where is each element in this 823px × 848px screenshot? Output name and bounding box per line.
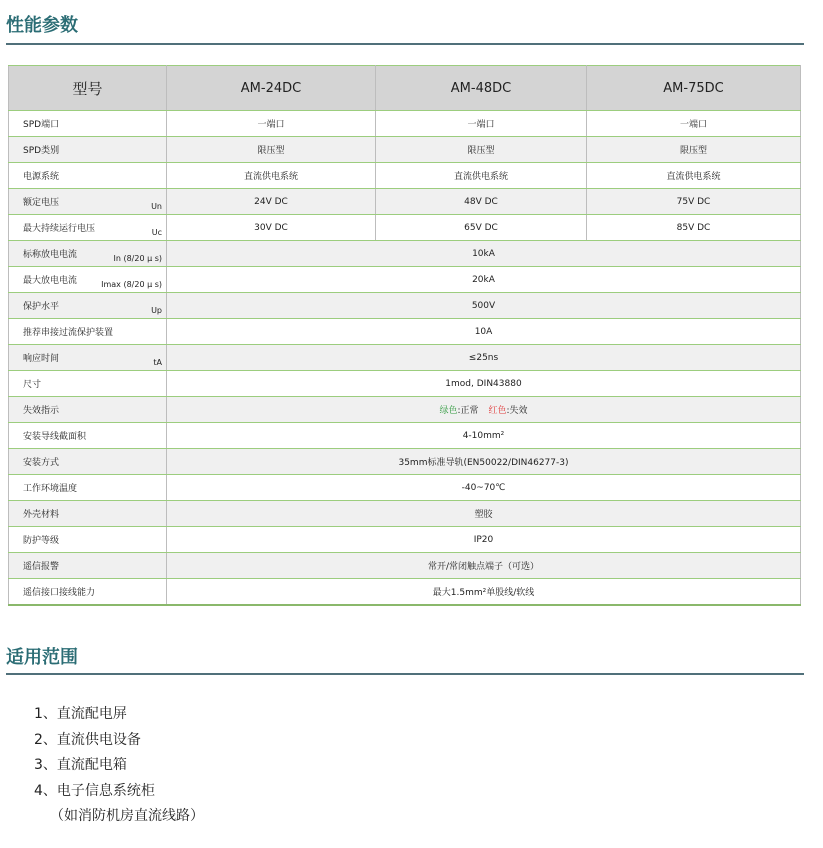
table-row (9, 449, 801, 475)
row-label: 最大持续运行电压 (23, 224, 96, 234)
cell-value: 常开/常闭触点端子（可选） (167, 553, 801, 579)
row-label-cell (9, 553, 167, 579)
list-item: 4、电子信息系统柜 (34, 782, 155, 799)
cell-value: 一端口 (587, 111, 801, 137)
table-row (9, 397, 801, 423)
row-label: SPD端口 (23, 120, 60, 130)
cell-value: -40~70℃ (167, 475, 801, 501)
section-divider (6, 673, 804, 675)
row-label: 失效指示 (23, 406, 60, 416)
row-label-cell (9, 423, 167, 449)
cell-value: 限压型 (167, 137, 376, 163)
row-label: 安装导线截面积 (23, 432, 87, 442)
cell-value: 10A (167, 319, 801, 345)
cell-value: 75V DC (587, 189, 801, 215)
list-item: 1、直流配电屏 (34, 706, 127, 722)
row-label: 电源系统 (23, 172, 60, 182)
model-name: AM-75DC (587, 66, 801, 111)
table-row (9, 163, 801, 189)
cell-value: 85V DC (587, 215, 801, 241)
row-label: 安装方式 (23, 458, 60, 468)
row-label-cell (9, 163, 167, 189)
row-label-cell (9, 579, 167, 606)
table-row (9, 111, 801, 137)
row-symbol: Un (151, 202, 162, 211)
row-label: 推荐串接过流保护装置 (23, 328, 114, 338)
row-label: 标称放电电流 (23, 250, 78, 260)
table-row (9, 579, 801, 606)
cell-value: 10kA (167, 241, 801, 267)
table-row (9, 553, 801, 579)
cell-value: 限压型 (376, 137, 587, 163)
row-label: 响应时间 (23, 354, 60, 364)
cell-value: ≤25ns (167, 345, 801, 371)
row-symbol: Imax (8/20 μ s) (101, 280, 162, 289)
model-name: AM-48DC (376, 66, 587, 111)
table-row (9, 215, 801, 241)
performance-section-title: 性能参数 (6, 15, 78, 36)
row-label: 遥信报警 (23, 562, 60, 572)
table-row (9, 319, 801, 345)
row-label-cell (9, 241, 167, 267)
list-item: 2、直流供电设备 (34, 731, 141, 748)
row-symbol: In (8/20 μ s) (113, 254, 162, 263)
row-label-cell (9, 137, 167, 163)
row-label: 额定电压 (23, 198, 60, 208)
row-label-cell (9, 501, 167, 527)
list-item: 3、直流配电箱 (34, 757, 127, 773)
scope-section-title: 适用范围 (6, 647, 78, 668)
row-symbol: Up (151, 306, 162, 315)
table-row (9, 241, 801, 267)
list-item-note: （如消防机房直流线路） (50, 808, 204, 824)
cell-value: 48V DC (376, 189, 587, 215)
row-label: 工作环境温度 (23, 484, 78, 494)
table-row (9, 371, 801, 397)
table-row (9, 501, 801, 527)
status-ok-text: :正常 (457, 406, 479, 416)
cell-value: 一端口 (376, 111, 587, 137)
cell-value: 一端口 (167, 111, 376, 137)
row-label: 保护水平 (23, 302, 60, 312)
table-row (9, 345, 801, 371)
table-row (9, 189, 801, 215)
row-label-cell (9, 397, 167, 423)
row-label: SPD类别 (23, 146, 60, 156)
row-symbol: Uc (151, 228, 162, 237)
row-label-cell (9, 475, 167, 501)
row-label-cell (9, 215, 167, 241)
table-row (9, 475, 801, 501)
cell-value: 1mod, DIN43880 (167, 371, 801, 397)
table-row (9, 267, 801, 293)
cell-value: 20kA (167, 267, 801, 293)
row-label: 防护等级 (23, 536, 60, 546)
section-divider (6, 43, 804, 45)
status-fail-color: 红色 (488, 406, 507, 416)
row-label: 外壳材料 (23, 510, 60, 520)
model-name: AM-24DC (167, 66, 376, 111)
row-label: 尺寸 (23, 380, 42, 390)
row-symbol: tA (153, 358, 162, 367)
row-label-cell (9, 189, 167, 215)
cell-value: 35mm标准导轨(EN50022/DIN46277-3) (167, 449, 801, 475)
row-label-cell (9, 111, 167, 137)
cell-value: 最大1.5mm²单股线/软线 (167, 579, 801, 606)
row-label-cell (9, 371, 167, 397)
table-row (9, 527, 801, 553)
row-label-cell (9, 449, 167, 475)
cell-value: 65V DC (376, 215, 587, 241)
row-label-cell (9, 319, 167, 345)
cell-value: 30V DC (167, 215, 376, 241)
table-row (9, 293, 801, 319)
cell-value: 500V (167, 293, 801, 319)
status-ok-color: 绿色 (439, 406, 458, 416)
cell-value: 塑胶 (167, 501, 801, 527)
model-label: 型号 (9, 66, 167, 111)
cell-value: 4-10mm² (167, 423, 801, 449)
table-row (9, 423, 801, 449)
cell-value: IP20 (167, 527, 801, 553)
status-cell (167, 397, 801, 423)
row-label: 遥信接口接线能力 (23, 588, 96, 598)
cell-value: 限压型 (587, 137, 801, 163)
spec-table (8, 65, 801, 606)
application-list (34, 702, 204, 830)
cell-value: 直流供电系统 (167, 163, 376, 189)
cell-value: 24V DC (167, 189, 376, 215)
row-label: 最大放电电流 (23, 276, 78, 286)
cell-value: 直流供电系统 (587, 163, 801, 189)
row-label-cell (9, 527, 167, 553)
cell-value: 直流供电系统 (376, 163, 587, 189)
row-label-cell (9, 293, 167, 319)
row-label-cell (9, 345, 167, 371)
table-header-row (9, 66, 801, 111)
table-row (9, 137, 801, 163)
row-label-cell (9, 267, 167, 293)
status-fail-text: :失效 (506, 406, 528, 416)
